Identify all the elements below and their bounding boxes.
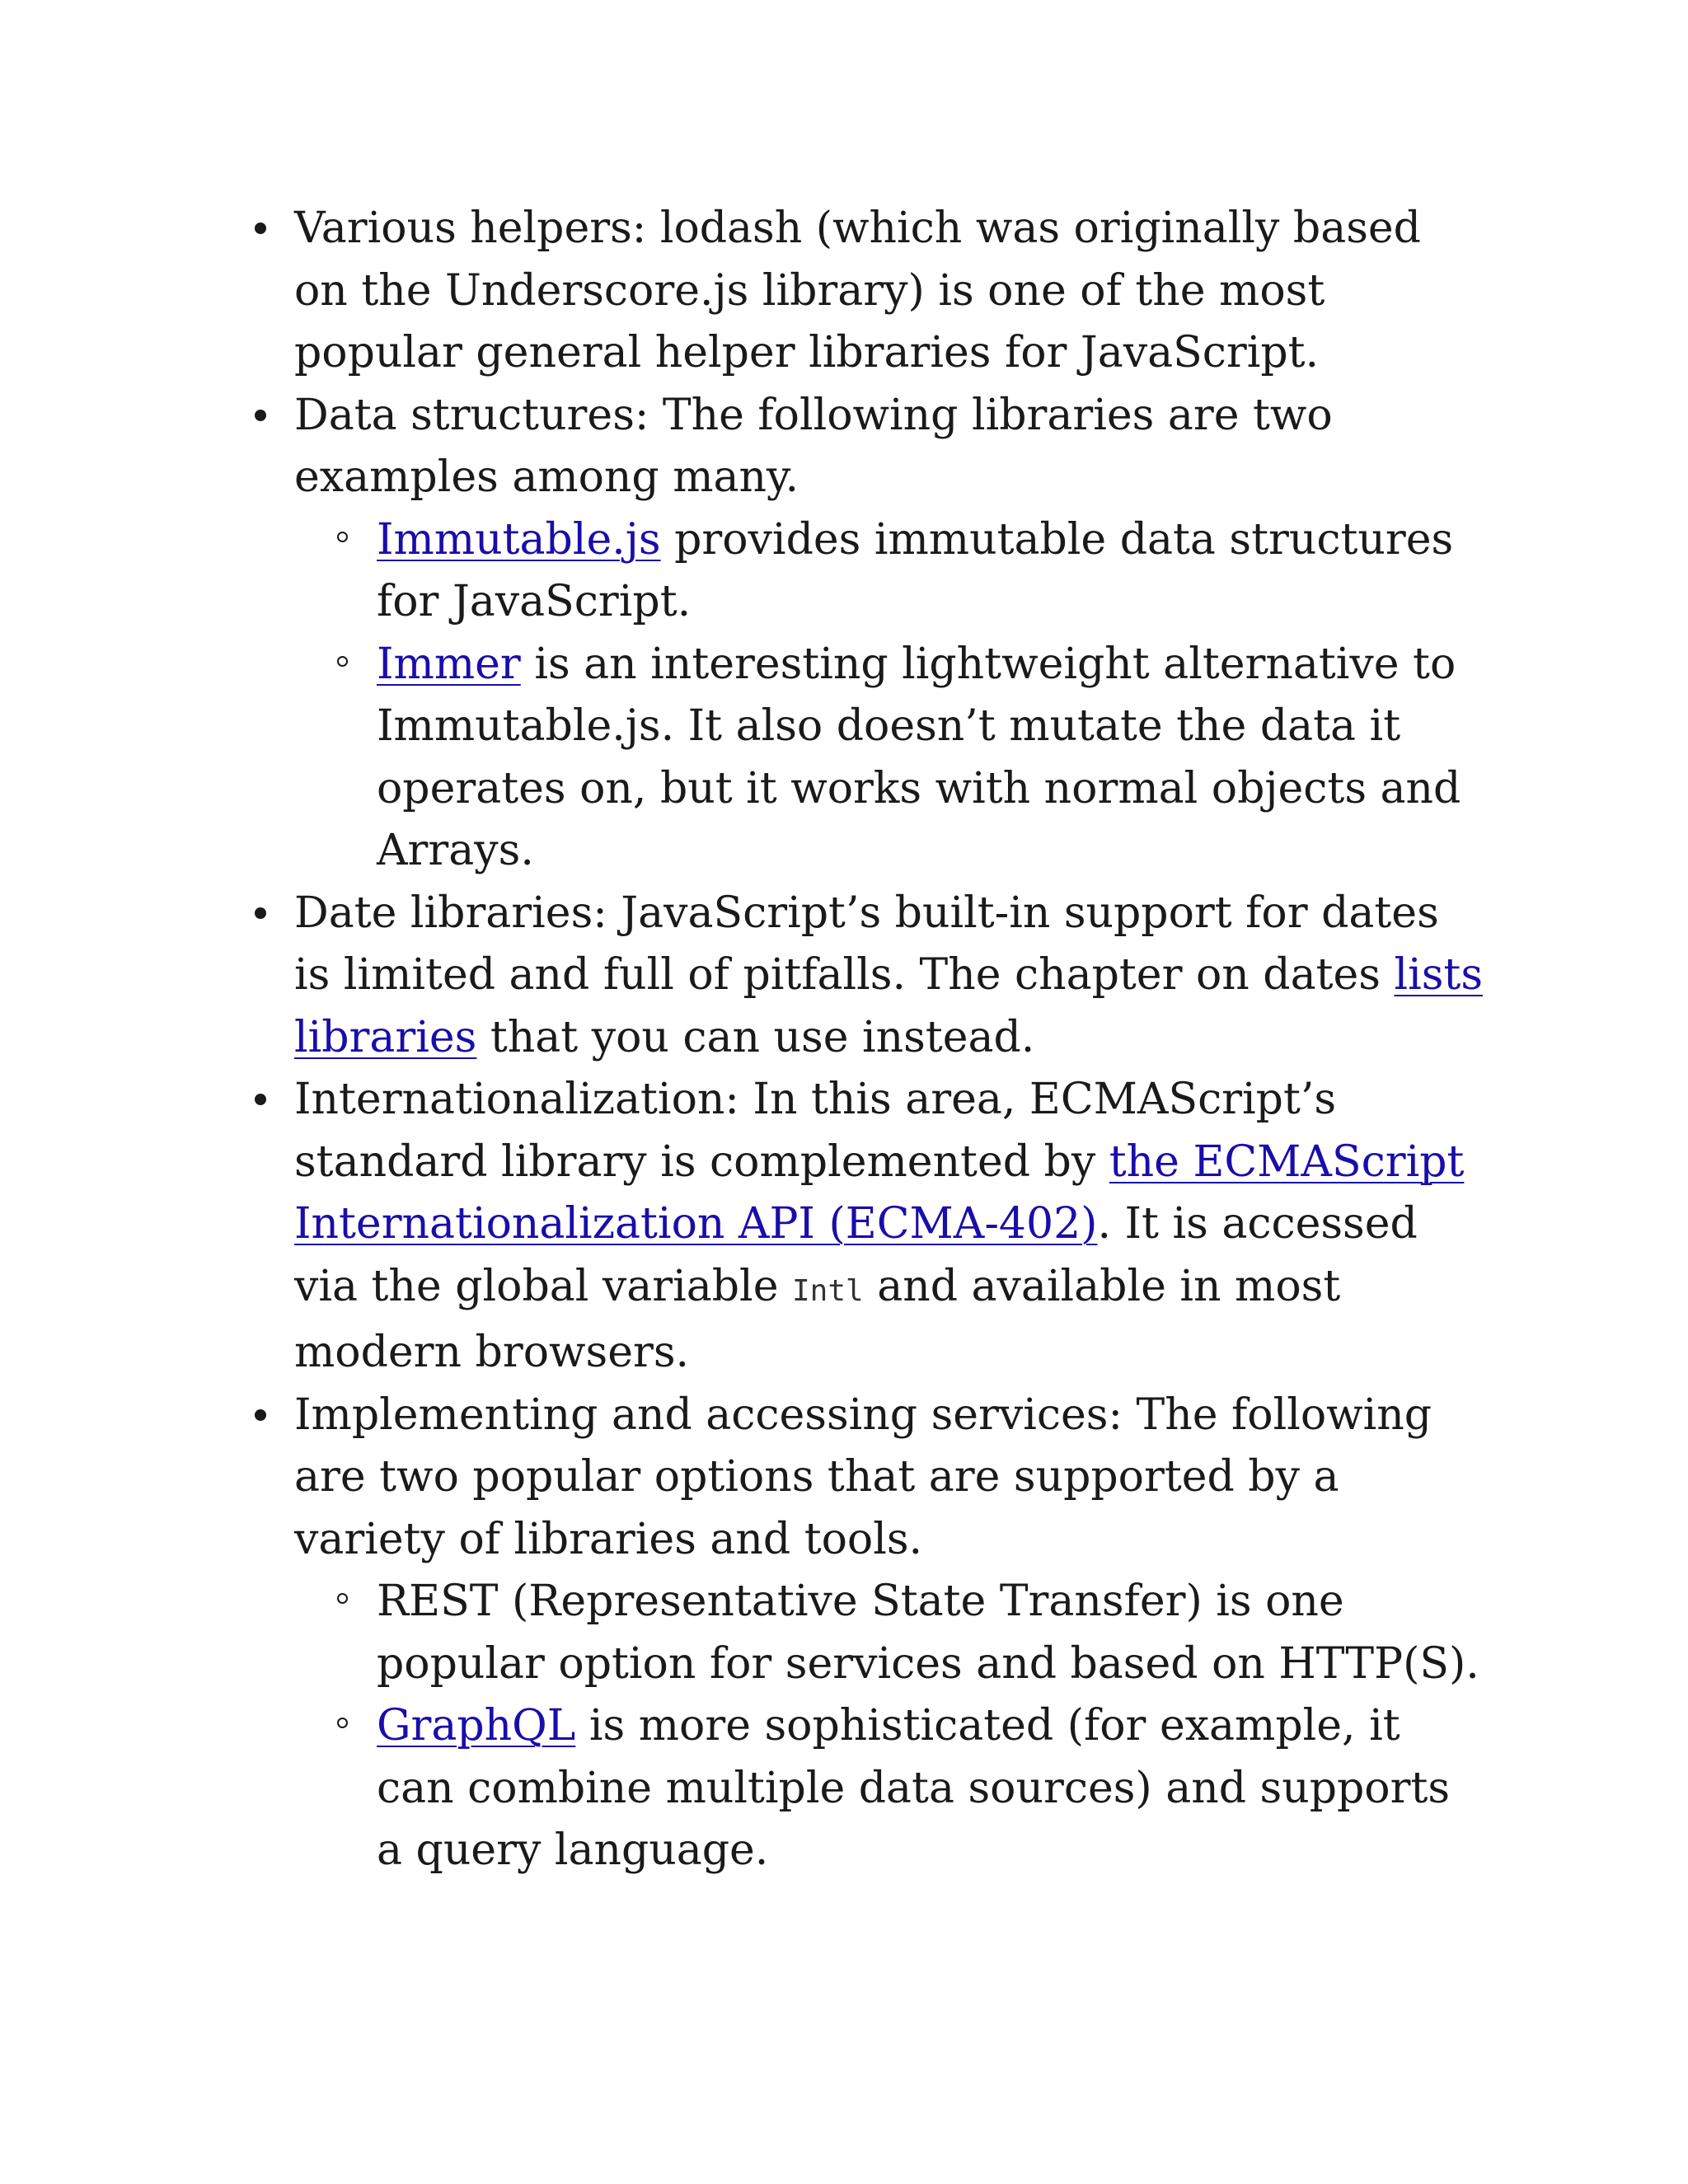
data-structures-sublist: [294, 509, 1486, 883]
sublist-item-immutable: [377, 509, 1486, 634]
intl-text-after: and available in most modern browsers.: [294, 1261, 1341, 1377]
list-item-date-libraries: [250, 883, 1486, 1070]
immer-text: is an interesting lightweight alternative to Immutable.js. It also doesn’t mutate the data it operates on, but it works with normal objects and Arrays.: [377, 639, 1461, 875]
library-list: [250, 198, 1486, 1882]
graphql-text: is more sophisticated (for example, it can combine multiple data sources) and supports a query language.: [377, 1701, 1451, 1875]
helpers-text: Various helpers: lodash (which was originally based on the Underscore.js library) is one of the most popular general helper libraries for JavaScript.: [294, 204, 1421, 377]
document-body: [250, 198, 1486, 1882]
intl-text-middle: . It is accessed via the global variable: [294, 1199, 1418, 1311]
list-item-data-structures: [250, 385, 1486, 883]
date-libraries-text-before: Date libraries: JavaScript’s built-in support for dates is limited and full of pitfalls. The chapter on dates: [294, 888, 1439, 1000]
date-libraries-text-after: that you can use instead.: [476, 1012, 1035, 1062]
services-sublist: [294, 1571, 1486, 1882]
data-structures-text: Data structures: The following libraries are two examples among many.: [294, 390, 1333, 502]
list-item-services: [250, 1385, 1486, 1882]
sublist-item-graphql: [377, 1695, 1486, 1882]
list-item-internationalization: [250, 1069, 1486, 1385]
immutable-js-text: provides immutable data structures for JavaScript.: [377, 514, 1454, 626]
graphql-link[interactable]: GraphQL: [377, 1701, 576, 1750]
ecma-402-link[interactable]: the ECMAScript Internationalization API (ECMA-402): [294, 1137, 1465, 1249]
list-item-helpers: [250, 198, 1486, 385]
immer-link[interactable]: Immer: [377, 639, 521, 689]
lists-libraries-link[interactable]: lists libraries: [294, 950, 1483, 1062]
intl-text-before: Internationalization: In this area, ECMAScript’s standard library is complemented by: [294, 1075, 1337, 1187]
intl-code: Intl: [792, 1273, 864, 1308]
sublist-item-rest: [377, 1571, 1486, 1695]
sublist-item-immer: [377, 634, 1486, 883]
services-text: Implementing and accessing services: The following are two popular options that are supported by a variety of libraries and tools.: [294, 1390, 1432, 1564]
rest-text: REST (Representative State Transfer) is one popular option for services and based on HTTP(S).: [377, 1577, 1479, 1689]
immutable-js-link[interactable]: Immutable.js: [377, 514, 661, 565]
